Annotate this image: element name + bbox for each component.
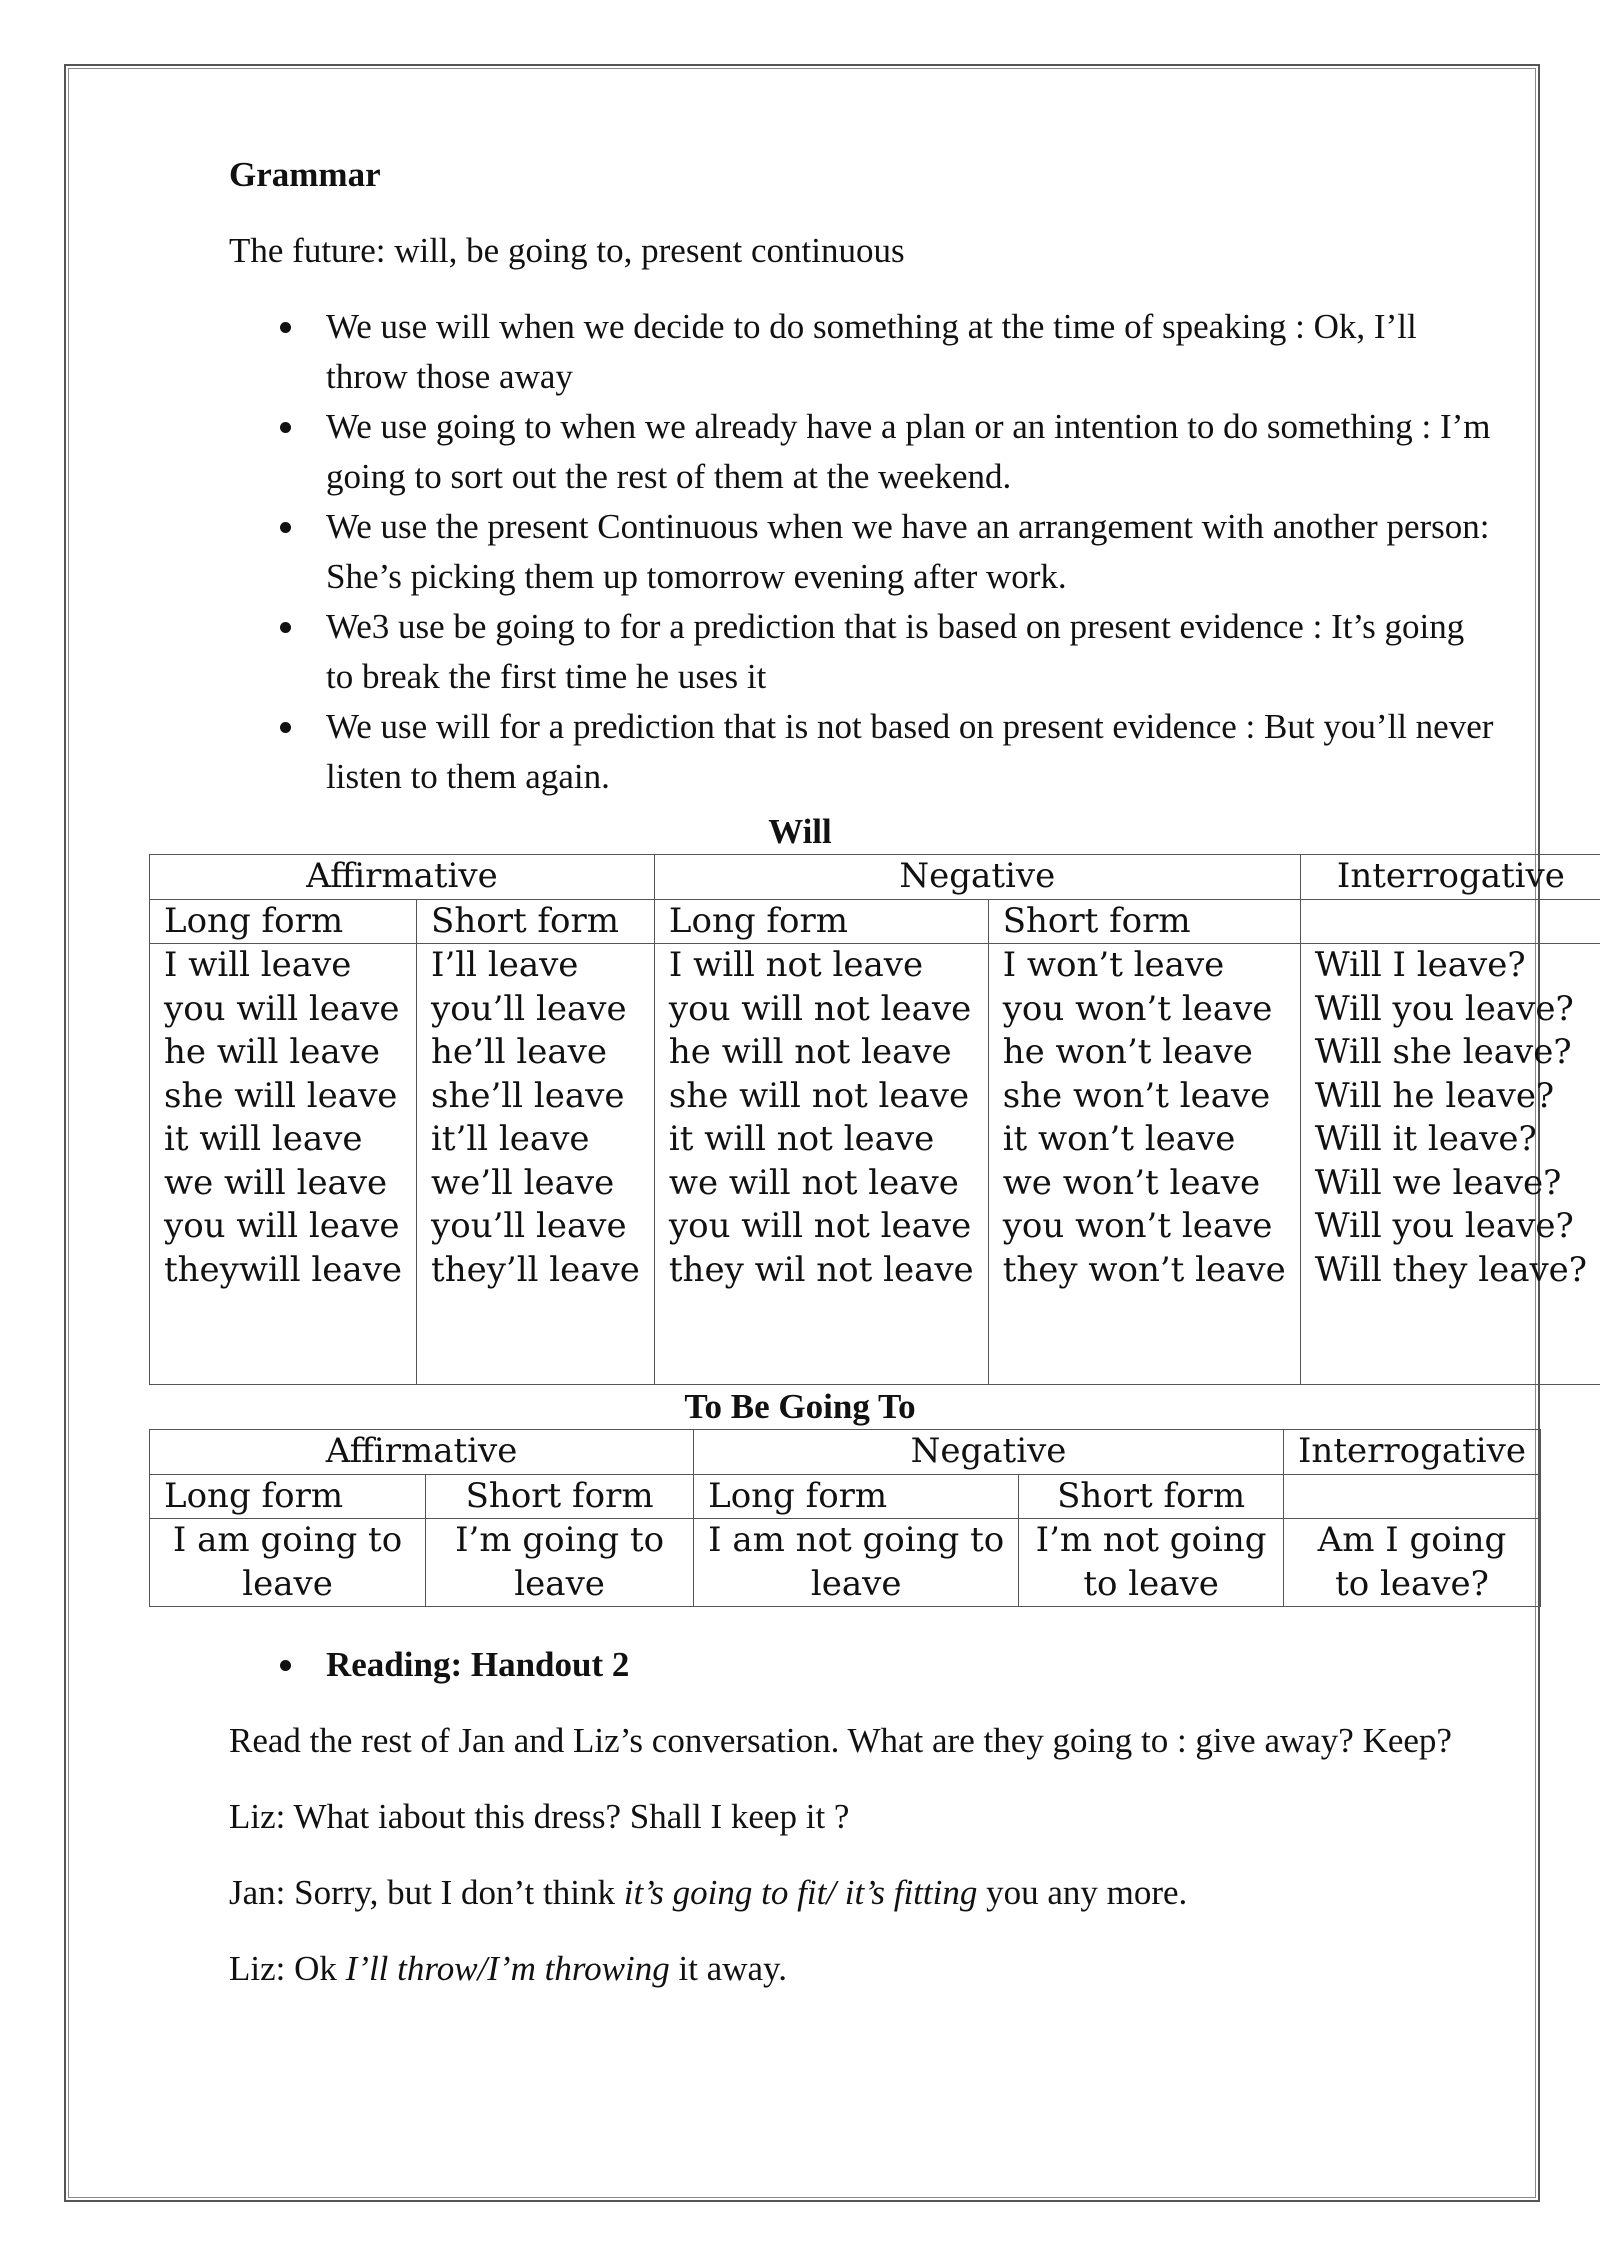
- dialogue-line: Liz: What iabout this dress? Shall I keep it ?: [229, 1797, 850, 1836]
- subheader-cell: Long form: [654, 899, 988, 944]
- subheader-cell: Short form: [988, 899, 1300, 944]
- table-cell: I am going to leave: [150, 1519, 426, 1607]
- subheader-cell: Short form: [417, 899, 655, 944]
- reading-section: [229, 1640, 1499, 1994]
- dialogue-line: Liz: Ok I’ll throw/I’m throwing it away.: [229, 1949, 787, 1988]
- header-negative: Negative: [694, 1430, 1284, 1475]
- going-table: [149, 1429, 1541, 1607]
- table-row: [150, 944, 1600, 1385]
- going-table-title: To Be Going To: [684, 1387, 916, 1426]
- table-row: [150, 1474, 1541, 1519]
- subheader-cell: Short form: [426, 1474, 694, 1519]
- dialogue-line: Jan: Sorry, but I don’t think it’s going to fit/ it’s fitting you any more.: [229, 1873, 1188, 1912]
- table-cell: I’m going to leave: [426, 1519, 694, 1607]
- table-cell: Will I leave? Will you leave? Will she leave? Will he leave? Will it leave? Will we leave? Will you leave? Will they leave?: [1300, 944, 1600, 1385]
- list-item: We use will when we decide to do something at the time of speaking : Ok, I’ll throw those away: [229, 302, 1499, 402]
- subheader-cell: Long form: [150, 1474, 426, 1519]
- will-table-title: Will: [768, 812, 832, 851]
- header-interrogative: Interrogative: [1300, 855, 1600, 900]
- subheader-cell: Long form: [150, 899, 417, 944]
- header-affirmative: Affirmative: [150, 1430, 694, 1475]
- subheader-cell: Short form: [1019, 1474, 1284, 1519]
- table-row: [150, 899, 1600, 944]
- bullet-icon: [280, 722, 291, 733]
- bullet-icon: [280, 1660, 291, 1671]
- header-affirmative: Affirmative: [150, 855, 655, 900]
- table-cell: I won’t leave you won’t leave he won’t leave she won’t leave it won’t leave we won’t leave you won’t leave they won’t leave: [988, 944, 1300, 1385]
- table-cell: I’ll leave you’ll leave he’ll leave she’ll leave it’ll leave we’ll leave you’ll leave they’ll leave: [417, 944, 655, 1385]
- bullet-icon: [280, 622, 291, 633]
- table-row: [150, 1519, 1541, 1607]
- bullet-icon: [280, 522, 291, 533]
- header-interrogative: Interrogative: [1283, 1430, 1540, 1475]
- table-cell: I’m not going to leave: [1019, 1519, 1284, 1607]
- grammar-intro: The future: will, be going to, present continuous: [229, 231, 905, 270]
- grammar-section: [229, 150, 1499, 802]
- subheader-cell: [1283, 1474, 1540, 1519]
- will-table: [149, 854, 1600, 1385]
- bullet-icon: [280, 322, 291, 333]
- header-negative: Negative: [654, 855, 1300, 900]
- table-row: [150, 1430, 1541, 1475]
- table-row: [150, 855, 1600, 900]
- list-item: We3 use be going to for a prediction that is based on present evidence : It’s going to break the first time he uses it: [229, 602, 1499, 702]
- table-cell: I am not going to leave: [694, 1519, 1019, 1607]
- table-cell: Am I going to leave?: [1283, 1519, 1540, 1607]
- list-item: We use will for a prediction that is not based on present evidence : But you’ll never listen to them again.: [229, 702, 1499, 802]
- table-cell: I will leave you will leave he will leave she will leave it will leave we will leave you will leave theywill leave: [150, 944, 417, 1385]
- subheader-cell: [1300, 899, 1600, 944]
- list-item: We use the present Continuous when we have an arrangement with another person: She’s picking them up tomorrow evening after work.: [229, 502, 1499, 602]
- table-cell: I will not leave you will not leave he will not leave she will not leave it will not leave we will not leave you will not leave they wil not leave: [654, 944, 988, 1385]
- reading-heading: Reading: Handout 2: [229, 1640, 1499, 1690]
- grammar-heading: Grammar: [229, 155, 381, 194]
- list-item: We use going to when we already have a plan or an intention to do something : I’m going to sort out the rest of them at the weekend.: [229, 402, 1499, 502]
- bullet-icon: [280, 422, 291, 433]
- subheader-cell: Long form: [694, 1474, 1019, 1519]
- grammar-bullet-list: [229, 302, 1499, 802]
- reading-instruction: Read the rest of Jan and Liz’s conversation. What are they going to : give away? Keep?: [229, 1721, 1452, 1760]
